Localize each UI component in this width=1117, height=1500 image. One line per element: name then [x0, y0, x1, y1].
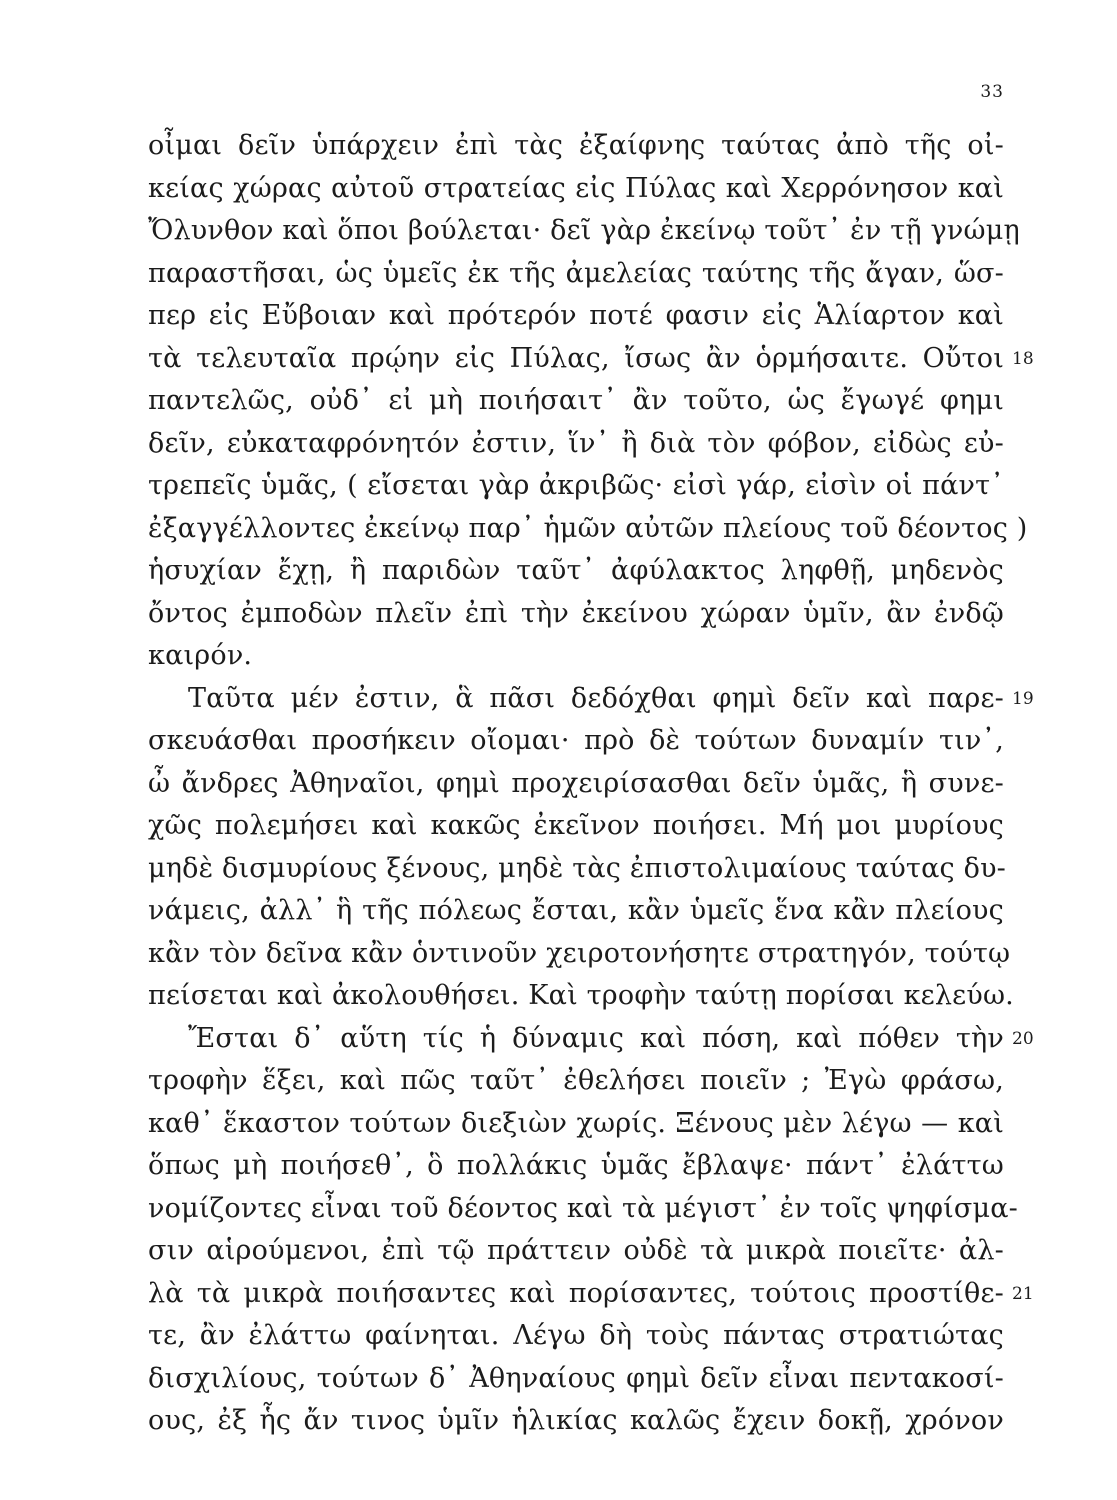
text-line-8: δεῖν, εὐκαταφρόνητόν ἐστιν, ἵν᾽ ἢ διὰ τὸν φόβον, εἰδὼς εὐ-: [148, 427, 1004, 459]
text-line-5: περ εἰς Εὔβοιαν καὶ πρότερόν ποτέ φασιν εἰς Ἁλίαρτον καὶ: [148, 300, 1004, 331]
text-line-3: Ὄλυνθον καὶ ὅποι βούλεται· δεῖ γὰρ ἐκείνῳ τοῦτ᾽ ἐν τῇ γνώμῃ: [148, 215, 1020, 246]
text-line-21: πείσεται καὶ ἀκολουθήσει. Καὶ τροφὴν ταύτῃ πορίσαι κελεύω.: [148, 980, 1014, 1011]
text-line-29: τε, ἂν ἐλάττω φαίνηται. Λέγω δὴ τοὺς πάντας στρατιώτας: [148, 1320, 1004, 1351]
page-number: 33: [980, 82, 1004, 102]
text-line-28: λὰ τὰ μικρὰ ποιήσαντες καὶ πορίσαντες, τούτοις προστίθε-: [148, 1277, 1004, 1309]
text-line-16: ὦ ἄνδρες Ἀθηναῖοι, φημὶ προχειρίσασθαι δεῖν ὑμᾶς, ἣ συνε-: [148, 767, 1004, 799]
text-line-30: δισχιλίους, τούτων δ᾽ Ἀθηναίους φημὶ δεῖν εἶναι πεντακοσί-: [148, 1362, 1004, 1394]
text-line-18: μηδὲ δισμυρίους ξένους, μηδὲ τὰς ἐπιστολιμαίους ταύτας δυ-: [148, 852, 1006, 884]
text-line-6: τὰ τελευταῖα πρῴην εἰς Πύλας, ἴσως ἂν ὁρμήσαιτε. Οὔτοι: [148, 342, 1004, 374]
section-number-21: 21: [1012, 1283, 1034, 1304]
text-line-7: παντελῶς, οὐδ᾽ εἰ μὴ ποιήσαιτ᾽ ἂν τοῦτο, ὡς ἔγωγέ φημι: [148, 385, 1004, 416]
text-line-11: ἡσυχίαν ἔχῃ, ἢ παριδὼν ταῦτ᾽ ἀφύλακτος ληφθῇ, μηδενὸς: [148, 555, 1004, 586]
text-line-17: χῶς πολεμήσει καὶ κακῶς ἐκεῖνον ποιήσει. Μή μοι μυρίους: [148, 810, 1004, 841]
text-line-15: σκευάσθαι προσήκειν οἴομαι· πρὸ δὲ τούτων δυναμίν τιν᾽,: [148, 725, 1004, 756]
text-line-14: Ταῦτα μέν ἐστιν, ἃ πᾶσι δεδόχθαι φημὶ δεῖν καὶ παρε-: [188, 682, 1004, 714]
text-line-1: οἶμαι δεῖν ὑπάρχειν ἐπὶ τὰς ἐξαίφνης ταύτας ἀπὸ τῆς οἰ-: [148, 130, 1004, 161]
text-line-13: καιρόν.: [148, 640, 253, 671]
text-line-31: ους, ἐξ ἧς ἄν τινος ὑμῖν ἡλικίας καλῶς ἔχειν δοκῇ, χρόνον: [148, 1405, 1004, 1436]
text-line-20: κἂν τὸν δεῖνα κἂν ὁντινοῦν χειροτονήσητε στρατηγόν, τούτῳ: [148, 937, 1011, 969]
section-number-18: 18: [1012, 348, 1034, 369]
text-line-24: καθ᾽ ἕκαστον τούτων διεξιὼν χωρίς. Ξένους μὲν λέγω — καὶ: [148, 1107, 1004, 1139]
text-line-2: κείας χώρας αὐτοῦ στρατείας εἰς Πύλας καὶ Χερρόνησον καὶ: [148, 172, 1004, 204]
text-line-12: ὄντος ἐμποδὼν πλεῖν ἐπὶ τὴν ἐκείνου χώραν ὑμῖν, ἂν ἐνδῷ: [148, 597, 1004, 629]
text-line-19: νάμεις, ἀλλ᾽ ἣ τῆς πόλεως ἔσται, κἂν ὑμεῖς ἕνα κἂν πλείους: [148, 895, 1004, 926]
text-line-4: παραστῆσαι, ὡς ὑμεῖς ἐκ τῆς ἀμελείας ταύτης τῆς ἄγαν, ὥσ-: [148, 257, 1004, 289]
text-line-25: ὅπως μὴ ποιήσεθ᾽, ὃ πολλάκις ὑμᾶς ἔβλαψε· πάντ᾽ ἐλάττω: [148, 1150, 1004, 1181]
section-number-20: 20: [1012, 1028, 1034, 1049]
section-number-19: 19: [1012, 688, 1034, 709]
text-line-10: ἐξαγγέλλοντες ἐκείνῳ παρ᾽ ἡμῶν αὐτῶν πλείους τοῦ δέοντος ): [148, 512, 1028, 544]
text-line-23: τροφὴν ἕξει, καὶ πῶς ταῦτ᾽ ἐθελήσει ποιεῖν ; Ἐγὼ φράσω,: [148, 1065, 1004, 1096]
text-line-9: τρεπεῖς ὑμᾶς, ( εἴσεται γὰρ ἀκριβῶς· εἰσὶ γάρ, εἰσὶν οἱ πάντ᾽: [148, 470, 1004, 501]
text-line-22: Ἔσται δ᾽ αὕτη τίς ἡ δύναμις καὶ πόση, καὶ πόθεν τὴν: [188, 1022, 1004, 1054]
text-line-27: σιν αἱρούμενοι, ἐπὶ τῷ πράττειν οὐδὲ τὰ μικρὰ ποιεῖτε· ἀλ-: [148, 1235, 1004, 1266]
text-line-26: νομίζοντες εἶναι τοῦ δέοντος καὶ τὰ μέγιστ᾽ ἐν τοῖς ψηφίσμα-: [148, 1192, 1019, 1224]
